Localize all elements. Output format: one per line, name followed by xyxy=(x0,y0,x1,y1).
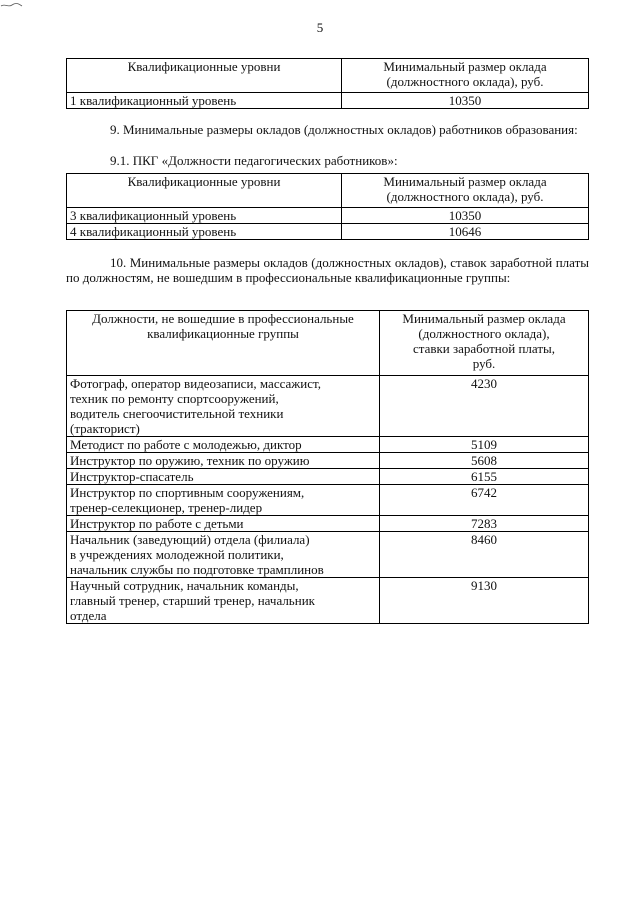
salary-cell: 6155 xyxy=(380,469,589,485)
table-row xyxy=(67,437,589,453)
table-header-row xyxy=(67,59,589,93)
header-qualification-levels: Квалификационные уровни xyxy=(67,174,342,208)
position-cell: Научный сотрудник, начальник команды, главный тренер, старший тренер, начальник отдела xyxy=(67,578,380,624)
table-header-row xyxy=(67,311,589,376)
table-row xyxy=(67,532,589,578)
salary-cell: 10646 xyxy=(342,224,589,240)
salary-cell: 7283 xyxy=(380,516,589,532)
qualification-salary-table-2 xyxy=(66,173,589,240)
position-cell: Инструктор по спортивным сооружениям, тренер-селекционер, тренер-лидер xyxy=(67,485,380,516)
position-cell: Фотограф, оператор видеозаписи, массажист, техник по ремонту спортсооружений, водитель снегоочистительной техники (тракторист) xyxy=(67,376,380,437)
header-min-salary: Минимальный размер оклада (должностного оклада), руб. xyxy=(342,174,589,208)
other-positions-salary-table xyxy=(66,310,589,624)
salary-cell: 10350 xyxy=(342,208,589,224)
qualification-salary-table-1 xyxy=(66,58,589,109)
qualification-level-cell: 1 квалификационный уровень xyxy=(67,93,342,109)
table-row xyxy=(67,453,589,469)
position-cell: Методист по работе с молодежью, диктор xyxy=(67,437,380,453)
table-header-row xyxy=(67,174,589,208)
table-row xyxy=(67,208,589,224)
qualification-level-cell: 3 квалификационный уровень xyxy=(67,208,342,224)
position-cell: Инструктор по работе с детьми xyxy=(67,516,380,532)
salary-cell: 4230 xyxy=(380,376,589,437)
corner-scan-mark xyxy=(0,0,28,10)
qualification-level-cell: 4 квалификационный уровень xyxy=(67,224,342,240)
header-positions: Должности, не вошедшие в профессиональные квалификационные группы xyxy=(67,311,380,376)
table-row xyxy=(67,469,589,485)
salary-cell: 9130 xyxy=(380,578,589,624)
salary-cell: 10350 xyxy=(342,93,589,109)
position-cell: Начальник (заведующий) отдела (филиала) в учреждениях молодежной политики, начальник службы по подготовке трамплинов xyxy=(67,532,380,578)
table-row xyxy=(67,376,589,437)
header-qualification-levels: Квалификационные уровни xyxy=(67,59,342,93)
header-min-salary: Минимальный размер оклада (должностного оклада), руб. xyxy=(342,59,589,93)
position-cell: Инструктор-спасатель xyxy=(67,469,380,485)
position-cell: Инструктор по оружию, техник по оружию xyxy=(67,453,380,469)
table-row xyxy=(67,224,589,240)
table-row xyxy=(67,578,589,624)
salary-cell: 5608 xyxy=(380,453,589,469)
page-number: 5 xyxy=(316,20,324,35)
table-row xyxy=(67,93,589,109)
header-min-salary: Минимальный размер оклада (должностного оклада), ставки заработной платы, руб. xyxy=(380,311,589,376)
table-row xyxy=(67,516,589,532)
salary-cell: 6742 xyxy=(380,485,589,516)
salary-cell: 5109 xyxy=(380,437,589,453)
table-row xyxy=(67,485,589,516)
section-9-1-subheading: 9.1. ПКГ «Должности педагогических работников»: xyxy=(110,153,398,168)
section-10-paragraph: 10. Минимальные размеры окладов (должностных окладов), ставок заработной платы по должностям, не вошедшим в профессиональные квалификационные группы: xyxy=(66,255,589,285)
section-9-paragraph: 9. Минимальные размеры окладов (должностных окладов) работников образования: xyxy=(110,122,578,137)
salary-cell: 8460 xyxy=(380,532,589,578)
